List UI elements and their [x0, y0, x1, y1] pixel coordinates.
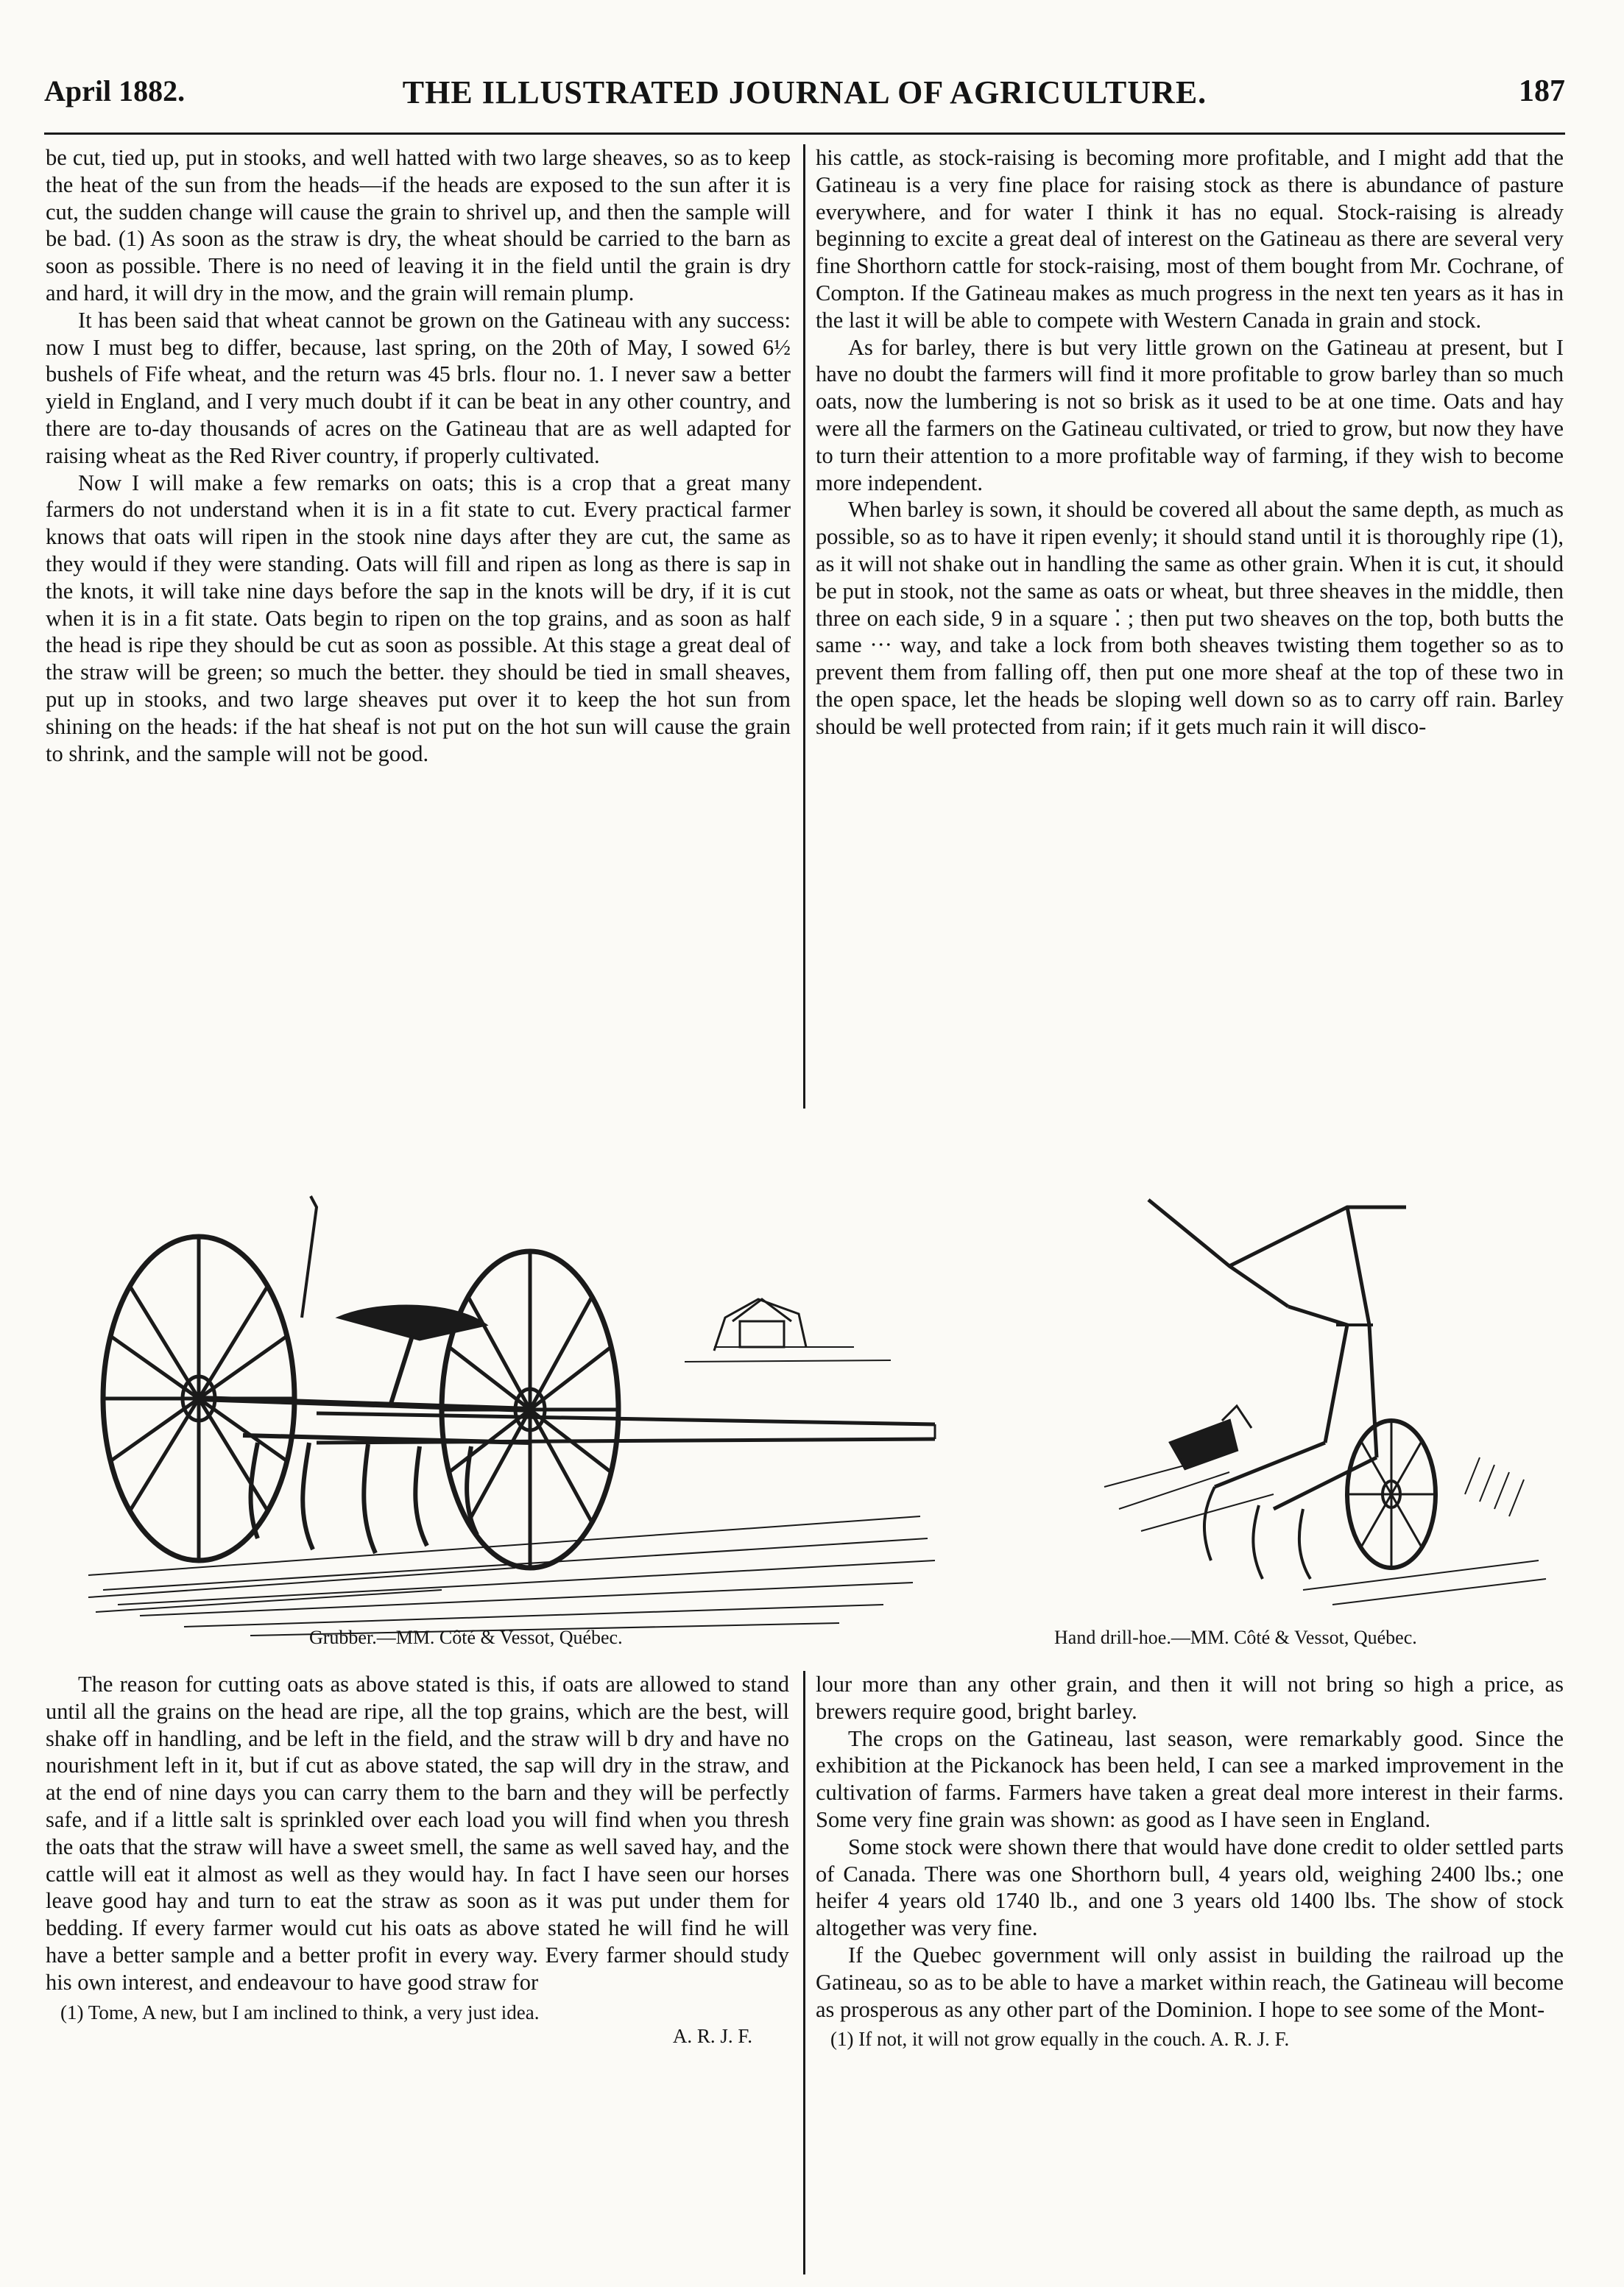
paragraph: lour more than any other grain, and then it will not bring so high a price, as brewers require good, bright barley.: [816, 1672, 1564, 1724]
top-left-column: [46, 144, 791, 767]
paragraph: The crops on the Gatineau, last season, were remarkably good. Since the exhibition at the Pickanock has been held, I can see a marked improvement in the cultivation of farms. Farmers have taken a great deal more interest in their farms. Some very fine grain was shown: as good as I have seen in England.: [816, 1725, 1564, 1832]
issue-date: April 1882.: [44, 74, 186, 107]
header-rule: [44, 132, 1565, 135]
paragraph: As for barley, there is but very little grown on the Gatineau at present, but I have no doubt the farmers will find it more profitable to grow barley than so much oats, now the lumbering is not so brisk as it used to be at one time. Oats and hay were all the farmers on the Gatineau cultivated, or tried to grow, but now they have to turn their attention to a more profitable way of farming, if they wish to become more independent.: [816, 334, 1564, 495]
paragraph: It has been said that wheat cannot be grown on the Gatineau with any success: now I must beg to differ, because, last spring, on the 20th of May, I sowed 6½ bushels of Fife wheat, and the return was 45 brls. flour no. 1. I never saw a better yield in England, and I very much doubt if it can be beat in any other country, and there are to-day thousands of acres on the Gatineau that are as well adapted for raising wheat as the Red River country, if properly cultivated.: [46, 307, 791, 468]
bottom-right-column: [816, 1671, 1564, 2051]
paragraph: The reason for cutting oats as above stated is this, if oats are allowed to stand until all the grains on the head are ripe, all the top grains, which are the best, will shake off in handling, and be left in the field, and the straw will b dry and have no nourishment left in it, but if cut as above stated, the sap will dry in the straw, and at the end of nine days you can carry them to the barn and they will be perfectly safe, and if a little salt is sprinkled over each load you will find when you thresh the oats that the straw will have a sweet smell, the same as well saved hay, and the cattle will eat it almost as well as they would hay. In fact I have seen our horses leave good hay and turn to eat the straw as soon as it was put under them for bedding. If every farmer would cut his oats as above stated he will find he will have a better sample and a better profit in every way. Every farmer should study his own interest, and endeavour to have good straw for: [46, 1672, 789, 1995]
paragraph: When barley is sown, it should be covered all about the same depth, as much as possible, so as to have it ripen evenly; it should stand until it is thoroughly ripe (1), as it will not shake out in handling the same as other grain. When it is cut, it should be put in stook, not the same as oats or wheat, but three sheaves in the middle, then three on each side, 9 in a square ⁚ ; then put two sheaves on the top, both butts the same ··· way, and take a lock from both sheaves twisting them together so as to prevent them from falling off, then put one more sheaf at the top of these two in the open space, let the heads be sloping well down so as to carry off rain. Barley should be well protected from rain; if it gets much rain it will disco-: [816, 497, 1564, 739]
footnote: (1) Tome, A new, but I am inclined to think, a very just idea.: [60, 2001, 540, 2023]
grubber-illustration: [74, 1126, 1001, 1641]
paragraph: If the Quebec government will only assist in building the railroad up the Gatineau, so as to be able to have a market within reach, the Gatineau will become as prosperous as any other part of the Dominion. I hope to see some of the Mont-: [816, 1942, 1564, 2022]
drill-hoe-illustration: [1082, 1178, 1561, 1634]
page-number: 187: [1519, 74, 1565, 108]
bottom-left-column: [46, 1671, 789, 2047]
column-divider: [803, 1671, 805, 2274]
top-right-column: [816, 144, 1564, 740]
signature: A. R. J. F.: [672, 2024, 752, 2047]
paragraph: Some stock were shown there that would have done credit to older settled parts of Canada. There was one Shorthorn bull, 4 years old, weighing 2400 lbs.; one heifer 4 years old 1740 lb., and one 3 years old 1400 lbs. The show of stock altogether was very fine.: [816, 1834, 1564, 1941]
page-header: [44, 74, 1565, 118]
drill-hoe-caption: Hand drill-hoe.—MM. Côté & Vessot, Québec.: [1054, 1627, 1417, 1648]
journal-title: THE ILLUSTRATED JOURNAL OF AGRICULTURE.: [402, 74, 1207, 110]
grubber-caption: Grubber.—MM. Côté & Vessot, Québec.: [309, 1627, 623, 1648]
footnote: (1) If not, it will not grow equally in the couch. A. R. J. F.: [830, 2028, 1290, 2051]
paragraph: be cut, tied up, put in stooks, and well hatted with two large sheaves, so as to keep the heat of the sun from the heads—if the heads are exposed to the sun after it is cut, the sudden change will cause the grain to shrivel up, and then the sample will be bad. (1) As soon as the straw is dry, the wheat should be carried to the barn as soon as possible. There is no need of leaving it in the field until the grain is dry and hard, it will dry in the mow, and the grain will remain plump.: [46, 145, 791, 305]
paragraph: his cattle, as stock-raising is becoming more profitable, and I might add that the Gatineau is a very fine place for raising stock as there is abundance of pasture everywhere, and for water I think it has no equal. Stock-raising is already beginning to excite a great deal of interest on the Gatineau as there are several very fine Shorthorn cattle for stock-raising, most of them bought from Mr. Cochrane, of Compton. If the Gatineau makes as much progress in the next ten years as it has in the last it will be able to compete with Western Canada in grain and stock.: [816, 145, 1564, 333]
paragraph: Now I will make a few remarks on oats; this is a crop that a great many farmers do not understand when it is in a fit state to cut. Every practical farmer knows that oats will ripen in the stook nine days after they are cut, the same as they would if they were standing. Oats will fill and ripen as long as there is sap in the knots, it will take nine days before the sap in the knots will be dry, if it is cut when it is in a fit state. Oats begin to ripen on the top grains, and as soon as half the head is ripe they should be cut as soon as possible. At this stage a great deal of the straw will be green; so much the better. they should be tied in small sheaves, put up in stooks, and two large sheaves put over it to keep the hot sun from shining on the heads: if the hat sheaf is not put on the hot sun will cause the grain to shrink, and the sample will not be good.: [46, 470, 791, 766]
column-divider: [803, 144, 805, 1109]
